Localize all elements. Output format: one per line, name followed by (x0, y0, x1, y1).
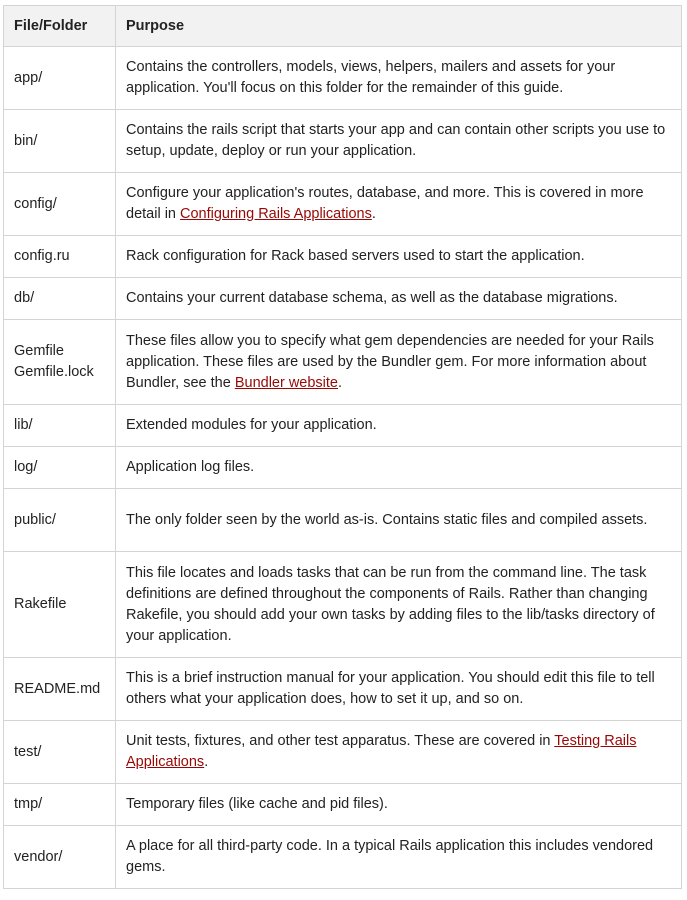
purpose-text: Configure your application's routes, database, and more. This is covered in more detail in (126, 185, 644, 222)
purpose-cell (116, 721, 682, 784)
table-row (4, 47, 682, 110)
table-header-row (4, 6, 682, 47)
file-cell: test/ (4, 721, 116, 784)
file-cell: public/ (4, 489, 116, 552)
purpose-cell: This is a brief instruction manual for your application. You should edit this file to tell others what your application does, how to set it up, and so on. (116, 658, 682, 721)
purpose-text: These files allow you to specify what gem dependencies are needed for your Rails application. These files are used by the Bundler gem. For more information about Bundler, see the (126, 332, 654, 391)
file-cell: bin/ (4, 110, 116, 173)
table-row (4, 236, 682, 278)
table-row (4, 489, 682, 552)
purpose-text-end: . (204, 754, 209, 770)
table-row (4, 447, 682, 489)
table-row (4, 552, 682, 658)
purpose-cell: Temporary files (like cache and pid files). (116, 784, 682, 826)
table-row (4, 784, 682, 826)
purpose-text-end: . (371, 206, 376, 222)
file-cell: Rakefile (4, 552, 116, 658)
configuring-rails-applications-link[interactable]: Configuring Rails Applications (180, 206, 372, 222)
purpose-cell: Contains the controllers, models, views, helpers, mailers and assets for your application. You'll focus on this folder for the remainder of this guide. (116, 47, 682, 110)
table-row (4, 173, 682, 236)
table-row (4, 658, 682, 721)
column-header-purpose: Purpose (116, 6, 682, 47)
purpose-cell: A place for all third-party code. In a typical Rails application this includes vendored gems. (116, 826, 682, 889)
purpose-text: Unit tests, fixtures, and other test apparatus. These are covered in (126, 733, 555, 749)
purpose-cell: The only folder seen by the world as-is. Contains static files and compiled assets. (116, 489, 682, 552)
file-cell: tmp/ (4, 784, 116, 826)
file-folder-table (3, 5, 682, 889)
table-row (4, 278, 682, 320)
file-cell: app/ (4, 47, 116, 110)
file-cell: config/ (4, 173, 116, 236)
file-name-line: Gemfile.lock (14, 364, 94, 380)
purpose-cell: Contains your current database schema, as well as the database migrations. (116, 278, 682, 320)
purpose-cell: Contains the rails script that starts your app and can contain other scripts you use to setup, update, deploy or run your application. (116, 110, 682, 173)
table-row (4, 320, 682, 405)
table-row (4, 405, 682, 447)
testing-rails-applications-link[interactable]: Testing Rails Applications (126, 733, 637, 770)
purpose-cell: This file locates and loads tasks that can be run from the command line. The task definitions are defined throughout the components of Rails. Rather than changing Rakefile, you should add your own tasks by adding files to the lib/tasks directory of your application. (116, 552, 682, 658)
file-cell: config.ru (4, 236, 116, 278)
bundler-website-link[interactable]: Bundler website (234, 374, 338, 391)
purpose-cell: Application log files. (116, 447, 682, 489)
purpose-cell (116, 320, 682, 405)
file-cell: log/ (4, 447, 116, 489)
file-cell: lib/ (4, 405, 116, 447)
purpose-cell (116, 173, 682, 236)
table-row (4, 110, 682, 173)
purpose-cell: Rack configuration for Rack based servers used to start the application. (116, 236, 682, 278)
file-cell: vendor/ (4, 826, 116, 889)
file-name-line: Gemfile (14, 343, 64, 359)
table-row (4, 721, 682, 784)
purpose-cell: Extended modules for your application. (116, 405, 682, 447)
file-cell: db/ (4, 278, 116, 320)
file-cell (4, 320, 116, 405)
table-row (4, 826, 682, 889)
column-header-file-folder: File/Folder (4, 6, 116, 47)
file-cell: README.md (4, 658, 116, 721)
purpose-text-end: . (338, 374, 343, 391)
